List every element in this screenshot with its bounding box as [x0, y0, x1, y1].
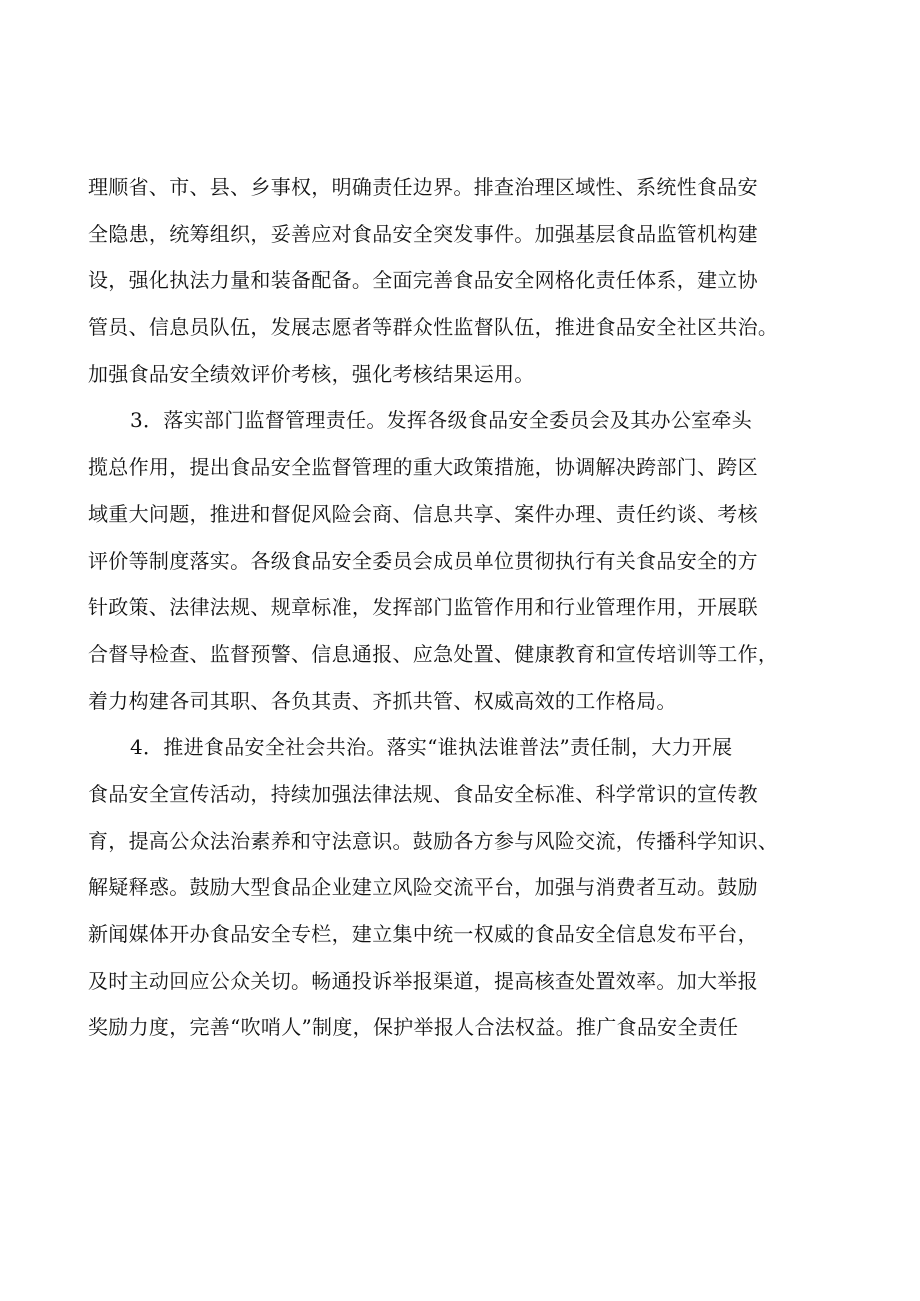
text-line: 全隐患，统筹组织，妥善应对食品安全突发事件。加强基层食品监管机构建	[88, 221, 758, 246]
text-line: 域重大问题，推进和督促风险会商、信息共享、案件办理、责任约谈、考核	[88, 501, 758, 526]
text-line: 解疑释惑。鼓励大型食品企业建立风险交流平台，加强与消费者互动。鼓励	[88, 875, 758, 900]
text-line: 着力构建各司其职、各负其责、齐抓共管、权威高效的工作格局。	[88, 688, 677, 713]
text-line: 针政策、法律法规、规章标准，发挥部门监管作用和行业管理作用，开展联	[88, 595, 758, 620]
text-line: 奖励力度，完善“吹哨人”制度，保护举报人合法权益。推广食品安全责任	[88, 1015, 739, 1040]
body-text	[88, 164, 848, 1051]
text-line: 揽总作用，提出食品安全监督管理的重大政策措施，协调解决跨部门、跨区	[88, 455, 758, 480]
text-line: 合督导检查、监督预警、信息通报、应急处置、健康教育和宣传培训等工作，	[88, 641, 779, 666]
text-line: 及时主动回应公众关切。畅通投诉举报渠道，提高核查处置效率。加大举报	[88, 968, 758, 993]
text-line: 加强食品安全绩效评价考核，强化考核结果运用。	[88, 361, 535, 386]
text-line: 食品安全宣传活动，持续加强法律法规、食品安全标准、科学常识的宣传教	[88, 781, 758, 806]
text-line: 设，强化执法力量和装备配备。全面完善食品安全网格化责任体系，建立协	[88, 268, 758, 293]
text-line: 管员、信息员队伍，发展志愿者等群众性监督队伍，推进食品安全社区共治。	[88, 315, 779, 340]
text-line: 育，提高公众法治素养和守法意识。鼓励各方参与风险交流，传播科学知识、	[88, 828, 779, 853]
section-3-heading-line: 3．落实部门监督管理责任。发挥各级食品安全委员会及其办公室牵头	[130, 408, 753, 433]
text-line: 理顺省、市、县、乡事权，明确责任边界。排查治理区域性、系统性食品安	[88, 175, 758, 199]
section-4-heading-line: 4．推进食品安全社会共治。落实“谁执法谁普法”责任制，大力开展	[130, 735, 733, 760]
text-line: 新闻媒体开办食品安全专栏，建立集中统一权威的食品安全信息发布平台，	[88, 922, 758, 946]
text-line: 评价等制度落实。各级食品安全委员会成员单位贯彻执行有关食品安全的方	[88, 548, 758, 573]
